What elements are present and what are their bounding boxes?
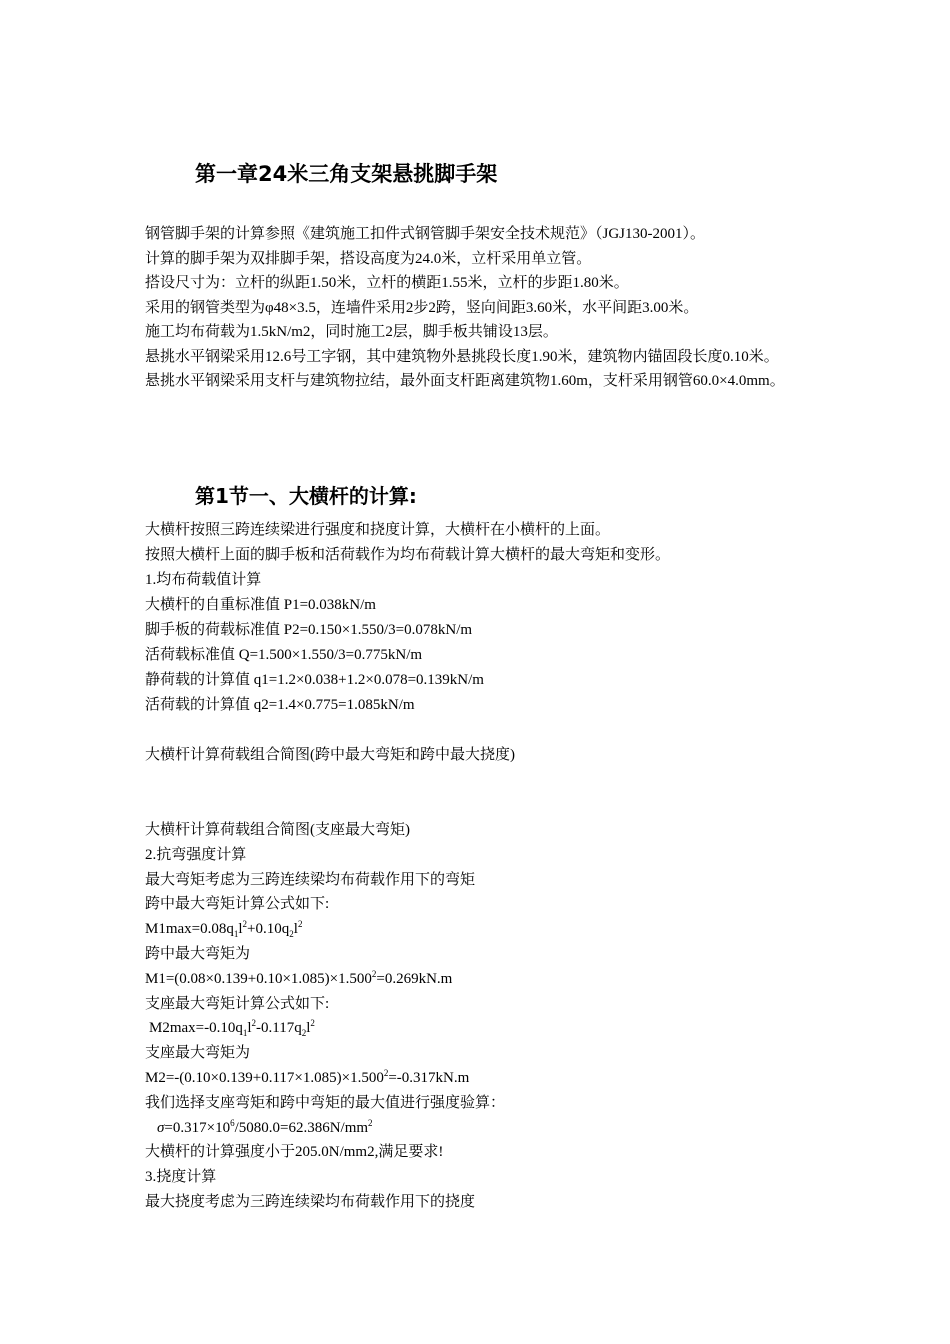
formula-sub: 2 (289, 929, 294, 940)
formula-text: M2=-(0.10×0.139+0.117×1.085)×1.500 (145, 1069, 384, 1086)
formula-text: l (306, 1020, 311, 1037)
formula-sup: 2 (297, 919, 303, 930)
body-line: 大横杆的自重标准值 P1=0.038kN/m (145, 597, 376, 613)
formula (145, 1116, 817, 1141)
formula-sup: 2 (371, 968, 377, 979)
intro-line: 钢管脚手架的计算参照《建筑施工扣件式钢管脚手架安全技术规范》（JGJ130-2001）。 (145, 226, 706, 242)
formula-sup: 2 (383, 1067, 389, 1078)
intro-line: 搭设尺寸为：立杆的纵距1.50米，立杆的横距1.55米，立杆的步距1.80米。 (145, 275, 629, 291)
body-line: 支座最大弯矩为 (145, 1045, 251, 1062)
formula-text: =0.317×10 (164, 1119, 231, 1136)
formula-text: =0.269kN.m (376, 970, 453, 987)
formula-sup: 2 (310, 1018, 315, 1029)
formula-text: +0.10q (247, 921, 290, 938)
formula-sub: 1 (242, 1028, 248, 1039)
sigma-symbol: σ (157, 1119, 165, 1136)
formula-text: M1=(0.08×0.139+0.10×1.085)×1.500 (145, 970, 372, 987)
body-line: 按照大横杆上面的脚手板和活荷载作为均布荷载计算大横杆的最大弯矩和变形。 (145, 547, 671, 563)
formula-text: =-0.317kN.m (388, 1069, 470, 1086)
formula-sup: 2 (368, 1117, 373, 1128)
formula (145, 967, 817, 992)
body-line: 我们选择支座弯矩和跨中弯矩的最大值进行强度验算： (145, 1094, 506, 1111)
formula-text: -0.117q (256, 1020, 302, 1037)
figure-caption-block (145, 743, 817, 768)
subsection-title: 2.抗弯强度计算 (145, 846, 247, 863)
section2-body (145, 818, 817, 1215)
body-line: 跨中最大弯矩为 (145, 945, 251, 962)
body-line: 跨中最大弯矩计算公式如下: (145, 896, 330, 913)
body-line: 活荷载标准值 Q=1.500×1.550/3=0.775kN/m (145, 647, 423, 663)
body-line: 大横杆按照三跨连续梁进行强度和挠度计算，大横杆在小横杆的上面。 (145, 522, 611, 538)
formula (145, 1016, 817, 1041)
body-line: 最大挠度考虑为三跨连续梁均布荷载作用下的挠度 (145, 1193, 476, 1210)
intro-line: 悬挑水平钢梁采用12.6号工字钢，其中建筑物外悬挑段长度1.90米，建筑物内锚固段长度0.10米。 (145, 348, 779, 365)
section1-body (145, 518, 817, 718)
body-line: 1.均布荷载值计算 (145, 572, 262, 588)
figure-caption: 大横杆计算荷载组合简图(跨中最大弯矩和跨中最大挠度) (145, 747, 515, 763)
figure-caption: 大横杆计算荷载组合简图(支座最大弯矩) (145, 822, 410, 838)
formula-sub: 1 (233, 929, 239, 940)
intro-line: 悬挑水平钢梁采用支杆与建筑物拉结，最外面支杆距离建筑物1.60m，支杆采用钢管60.0×4.0mm。 (145, 373, 785, 389)
intro-line: 采用的钢管类型为φ48×3.5，连墙件采用2步2跨，竖向间距3.60米，水平间距3.00米。 (145, 299, 699, 316)
formula-sup: 2 (251, 1018, 257, 1029)
subsection-title: 3.挠度计算 (145, 1169, 217, 1186)
formula-text: M1max=0.08q (145, 921, 234, 938)
body-line: 大横杆的计算强度小于205.0N/mm2,满足要求! (145, 1144, 444, 1161)
formula (145, 917, 817, 942)
body-line: 静荷载的计算值 q1=1.2×0.038+1.2×0.078=0.139kN/m (145, 672, 484, 688)
body-line: 脚手板的荷载标准值 P2=0.150×1.550/3=0.078kN/m (145, 622, 473, 638)
section-title: 第1节一、大横杆的计算: (195, 484, 417, 508)
formula-text: /5080.0=62.386N/mm (234, 1119, 369, 1136)
intro-paragraphs (145, 222, 817, 394)
body-line: 支座最大弯矩计算公式如下: (145, 995, 330, 1012)
intro-line: 施工均布荷载为1.5kN/m2，同时施工2层，脚手板共铺设13层。 (145, 324, 558, 340)
body-line: 活荷载的计算值 q2=1.4×0.775=1.085kN/m (145, 697, 415, 713)
formula-text: M2max=-0.10q (149, 1020, 243, 1037)
formula-text: l (293, 921, 298, 938)
formula-sup: 6 (230, 1117, 235, 1128)
intro-line: 计算的脚手架为双排脚手架，搭设高度为24.0米，立杆采用单立管。 (145, 250, 592, 267)
chapter-title: 第一章24米三角支架悬挑脚手架 (195, 162, 498, 186)
formula-text: l (238, 921, 243, 938)
body-line: 最大弯矩考虑为三跨连续梁均布荷载作用下的弯矩 (145, 871, 476, 888)
formula (145, 1066, 817, 1091)
formula-sub: 2 (301, 1028, 307, 1039)
formula-sup: 2 (242, 919, 248, 930)
formula-text: l (247, 1020, 252, 1037)
